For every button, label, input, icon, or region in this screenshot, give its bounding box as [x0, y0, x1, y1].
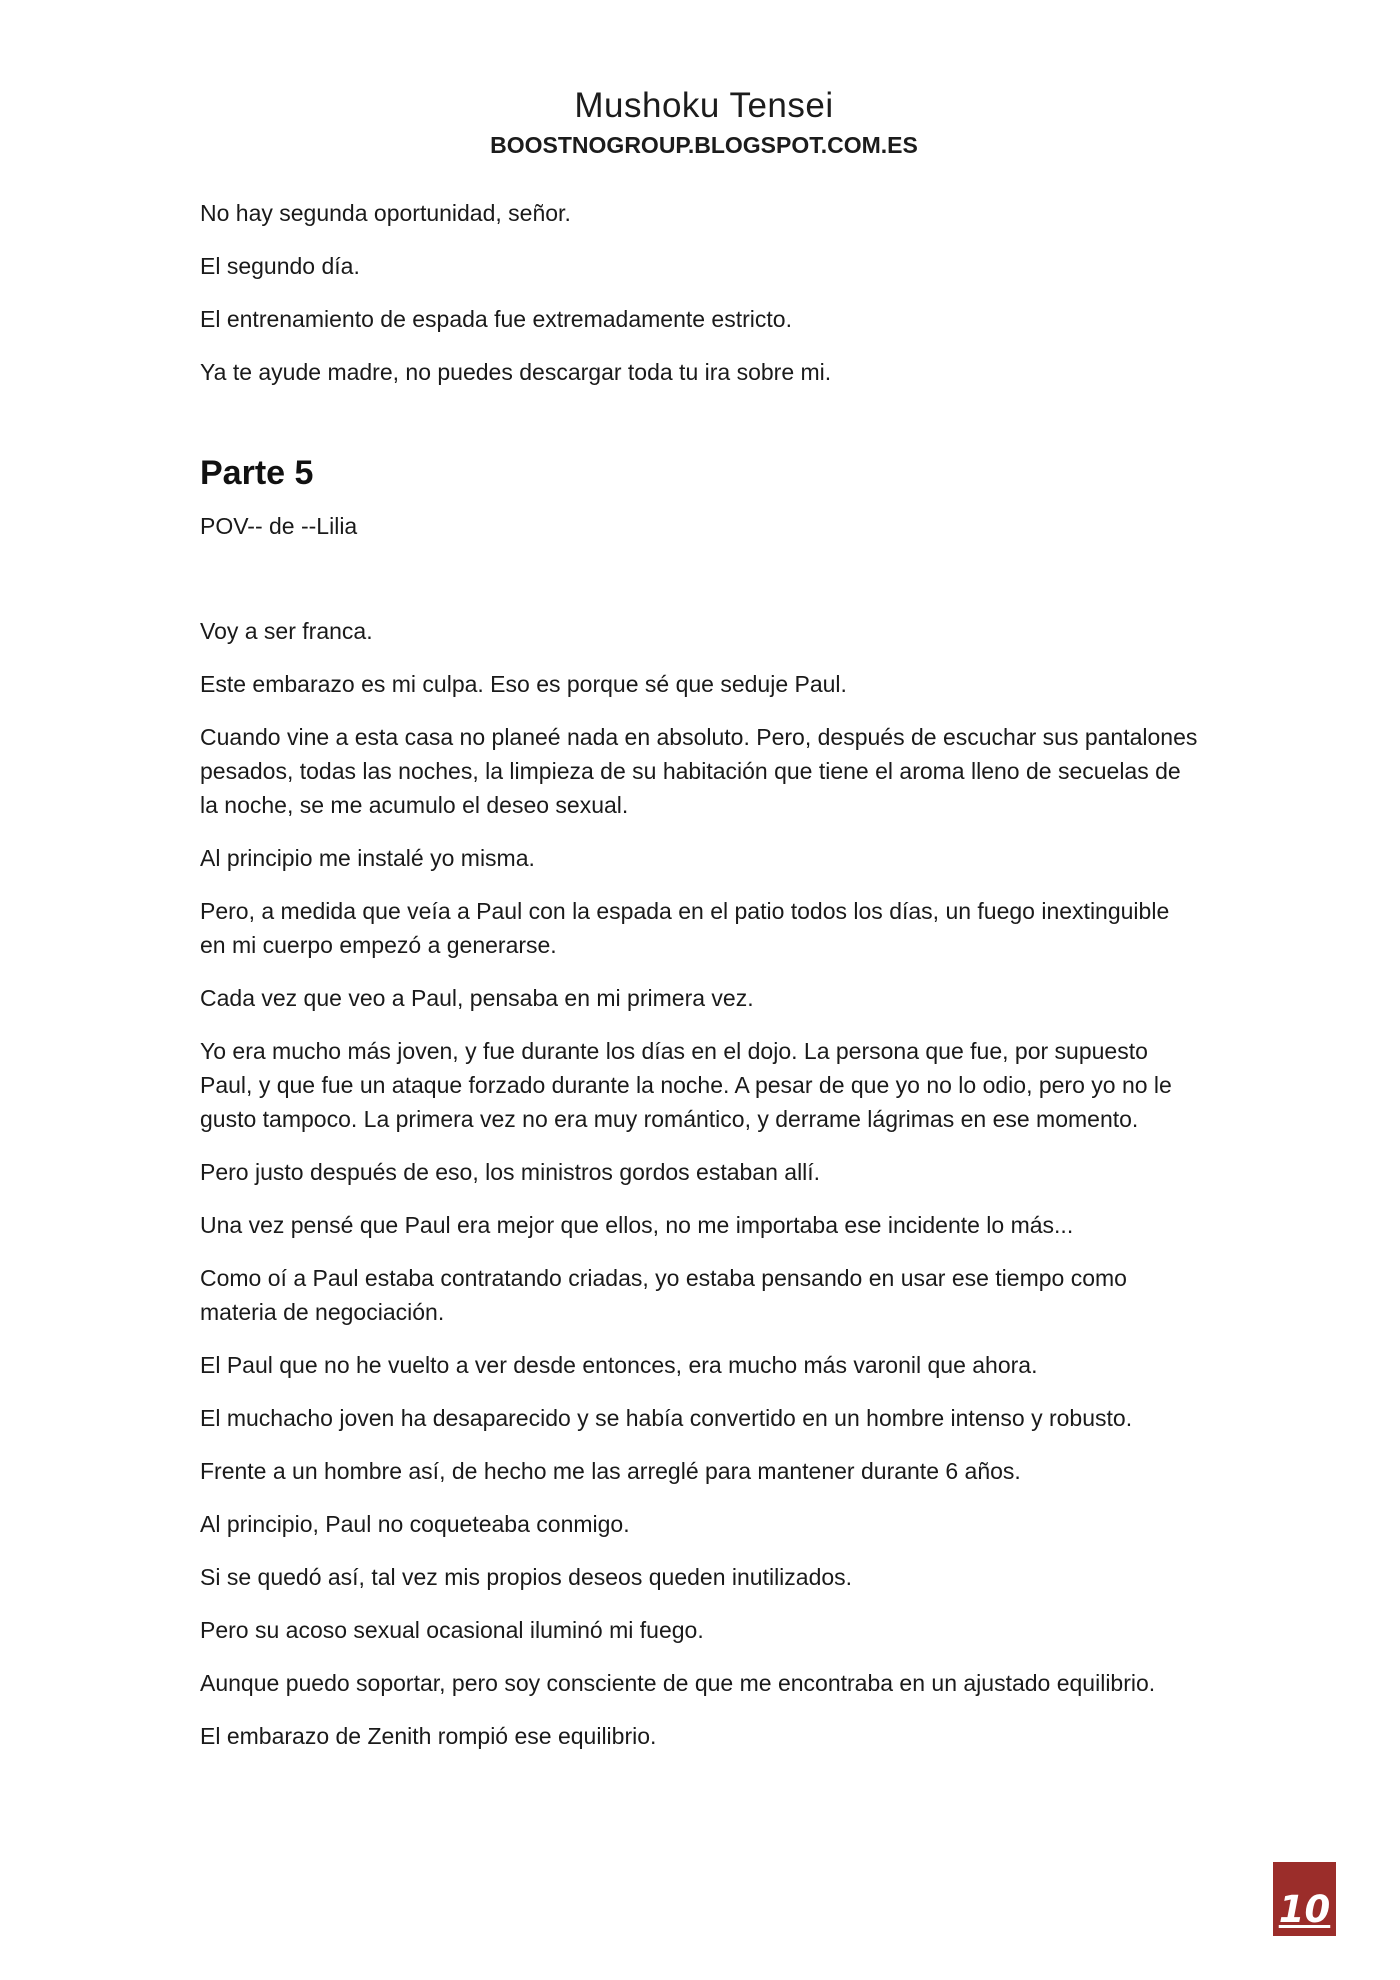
paragraph: Pero, a medida que veía a Paul con la espada en el patio todos los días, un fuego inextinguible en mi cuerpo empezó a generarse.	[200, 898, 1170, 958]
page-number-badge	[1273, 1862, 1336, 1936]
paragraph: Ya te ayude madre, no puedes descargar toda tu ira sobre mi.	[200, 359, 832, 385]
paragraph: Cuando vine a esta casa no planeé nada en absoluto. Pero, después de escuchar sus pantalones pesados, todas las noches, la limpieza de su habitación que tiene el aroma lleno de secuelas de la noche, se me acumulo el deseo sexual.	[200, 724, 1198, 818]
pov-line: POV-- de --Lilia	[200, 513, 358, 539]
paragraph: Aunque puedo soportar, pero soy consciente de que me encontraba en un ajustado equilibrio.	[200, 1670, 1156, 1696]
page-number: 10	[1278, 1888, 1331, 1931]
book-title: Mushoku Tensei	[574, 86, 834, 125]
paragraph: El muchacho joven ha desaparecido y se había convertido en un hombre intenso y robusto.	[200, 1405, 1133, 1431]
paragraph: Una vez pensé que Paul era mejor que ellos, no me importaba ese incidente lo más...	[200, 1212, 1074, 1238]
paragraph: No hay segunda oportunidad, señor.	[200, 200, 571, 226]
paragraph: Voy a ser franca.	[200, 618, 373, 644]
paragraph: Al principio, Paul no coqueteaba conmigo.	[200, 1511, 630, 1537]
paragraph: Pero justo después de eso, los ministros gordos estaban allí.	[200, 1159, 821, 1185]
paragraph: El segundo día.	[200, 253, 360, 279]
paragraph: Pero su acoso sexual ocasional iluminó mi fuego.	[200, 1617, 704, 1643]
paragraph: El entrenamiento de espada fue extremadamente estricto.	[200, 306, 792, 332]
site-url: BOOSTNOGROUP.BLOGSPOT.COM.ES	[490, 132, 918, 158]
paragraph: Yo era mucho más joven, y fue durante los días en el dojo. La persona que fue, por supuesto Paul, y que fue un ataque forzado durante la noche. A pesar de que yo no lo odio, pero yo no le gusto tampoco. La primera vez no era muy romántico, y derrame lágrimas en ese momento.	[200, 1038, 1172, 1132]
paragraph: Frente a un hombre así, de hecho me las arreglé para mantener durante 6 años.	[200, 1458, 1021, 1484]
paragraph: El embarazo de Zenith rompió ese equilibrio.	[200, 1723, 657, 1749]
paragraph: Como oí a Paul estaba contratando criadas, yo estaba pensando en usar ese tiempo como materia de negociación.	[200, 1265, 1127, 1325]
paragraph: Este embarazo es mi culpa. Eso es porque sé que seduje Paul.	[200, 671, 847, 697]
section-heading: Parte 5	[200, 454, 314, 492]
page-header	[0, 84, 1400, 162]
paragraph: Cada vez que veo a Paul, pensaba en mi primera vez.	[200, 985, 754, 1011]
paragraph: Al principio me instalé yo misma.	[200, 845, 535, 871]
paragraph: Si se quedó así, tal vez mis propios deseos queden inutilizados.	[200, 1564, 853, 1590]
page-body	[200, 196, 1200, 1772]
paragraph: El Paul que no he vuelto a ver desde entonces, era mucho más varonil que ahora.	[200, 1352, 1038, 1378]
